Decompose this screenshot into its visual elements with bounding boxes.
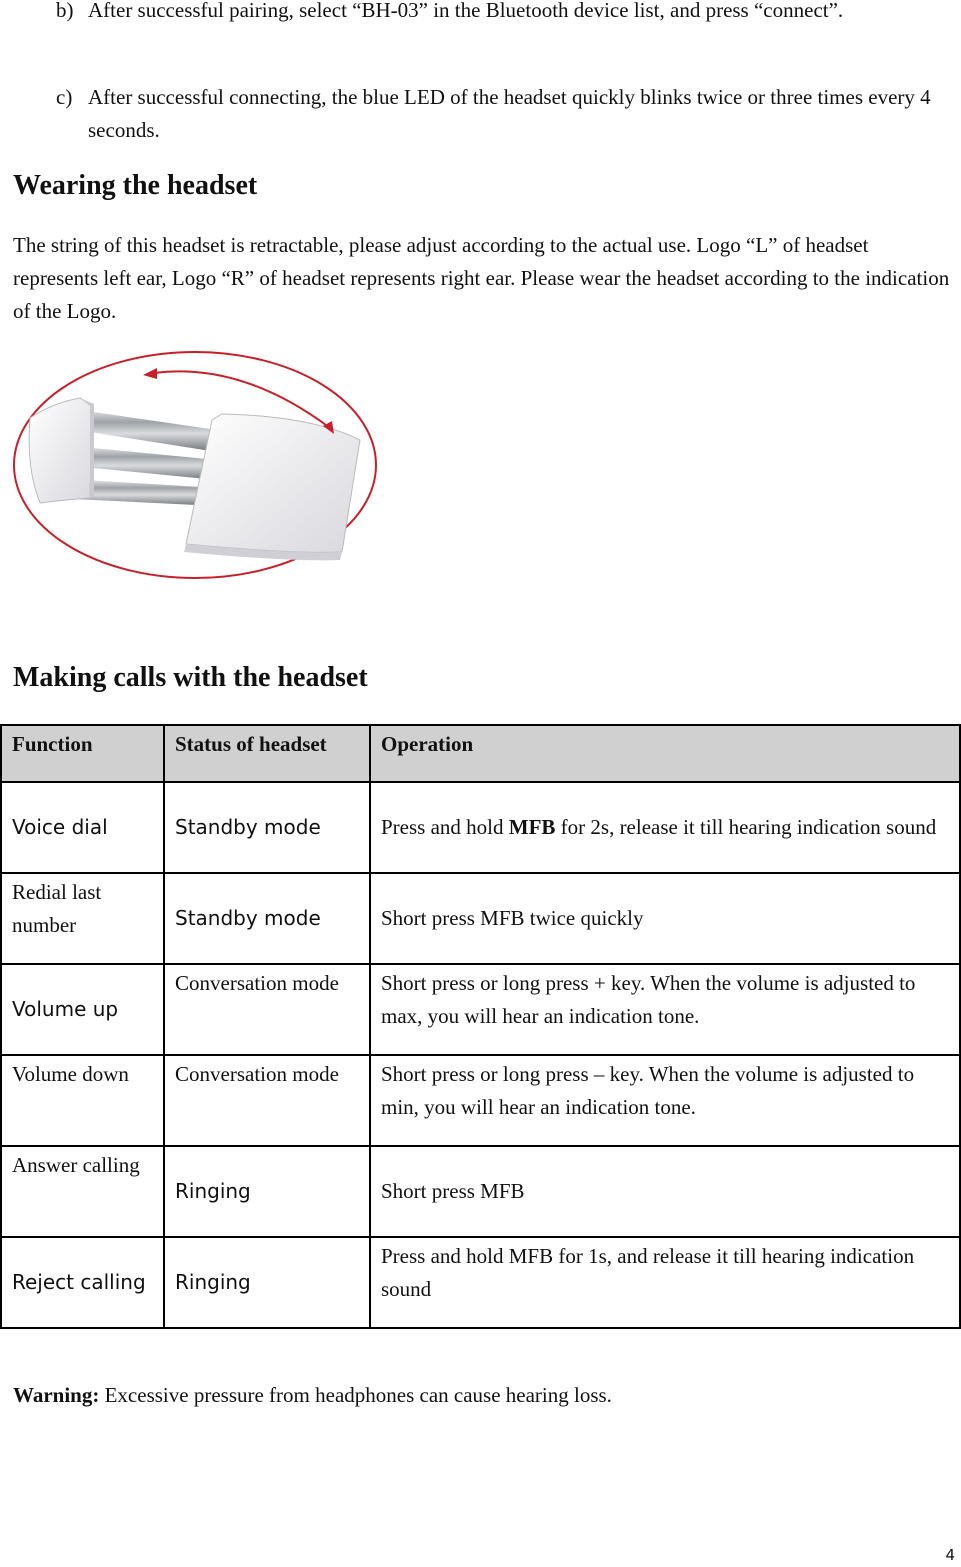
cell-status: Ringing	[164, 1146, 370, 1237]
cell-function: Volume down	[1, 1055, 164, 1146]
operation-bold: MFB	[508, 815, 556, 839]
cell-status: Conversation mode	[164, 964, 370, 1055]
column-header: Function	[1, 725, 164, 782]
cell-function: Answer calling	[1, 1146, 164, 1237]
cell-operation: Short press MFB twice quickly	[370, 873, 960, 964]
table-row	[1, 1146, 960, 1237]
list-text: After successful connecting, the blue LED of the headset quickly blinks twice or three times every 4 seconds.	[88, 85, 931, 142]
cell-status: Conversation mode	[164, 1055, 370, 1146]
cell-function: Volume up	[1, 964, 164, 1055]
list-text: After successful pairing, select “BH-03” in the Bluetooth device list, and press “connect”.	[88, 0, 844, 22]
list-marker: c)	[56, 85, 73, 109]
cell-status: Standby mode	[164, 873, 370, 964]
cell-operation: Short press or long press + key. When the volume is adjusted to max, you will hear an indication tone.	[370, 964, 960, 1055]
operation-text: Press and hold	[381, 815, 509, 839]
table-row	[1, 1055, 960, 1146]
warning-text: Excessive pressure from headphones can cause hearing loss.	[99, 1383, 612, 1407]
warning-line	[13, 1379, 612, 1412]
section-heading-wearing: Wearing the headset	[13, 170, 258, 201]
wearing-paragraph: The string of this headset is retractable, please adjust according to the actual use. Logo “L” of headset represents left ear, Logo “R” of headset represents right ear. Please wear the headset according to the indication of the Logo.	[13, 233, 950, 323]
table-header-row	[1, 725, 960, 782]
section-heading-calls: Making calls with the headset	[13, 662, 368, 693]
cell-function: Redial last number	[1, 873, 164, 964]
cell-status: Standby mode	[164, 782, 370, 873]
table-row	[1, 964, 960, 1055]
table-row	[1, 782, 960, 873]
cell-function: Reject calling	[1, 1237, 164, 1328]
calls-table	[0, 724, 961, 1329]
column-header: Operation	[370, 725, 960, 782]
warning-label: Warning:	[13, 1383, 100, 1407]
list-marker: b)	[56, 0, 74, 22]
cell-status: Ringing	[164, 1237, 370, 1328]
page-number: 4	[945, 1546, 955, 1564]
cell-operation: Short press or long press – key. When the volume is adjusted to min, you will hear an indication tone.	[370, 1055, 960, 1146]
column-header: Status of headset	[164, 725, 370, 782]
cell-function: Voice dial	[1, 782, 164, 873]
table-row	[1, 873, 960, 964]
table-row	[1, 1237, 960, 1328]
cell-operation	[370, 782, 960, 873]
cell-operation: Press and hold MFB for 1s, and release it till hearing indication sound	[370, 1237, 960, 1328]
operation-text: for 2s, release it till hearing indication sound	[555, 815, 937, 839]
cell-operation: Short press MFB	[370, 1146, 960, 1237]
headset-band-illustration	[12, 348, 380, 584]
